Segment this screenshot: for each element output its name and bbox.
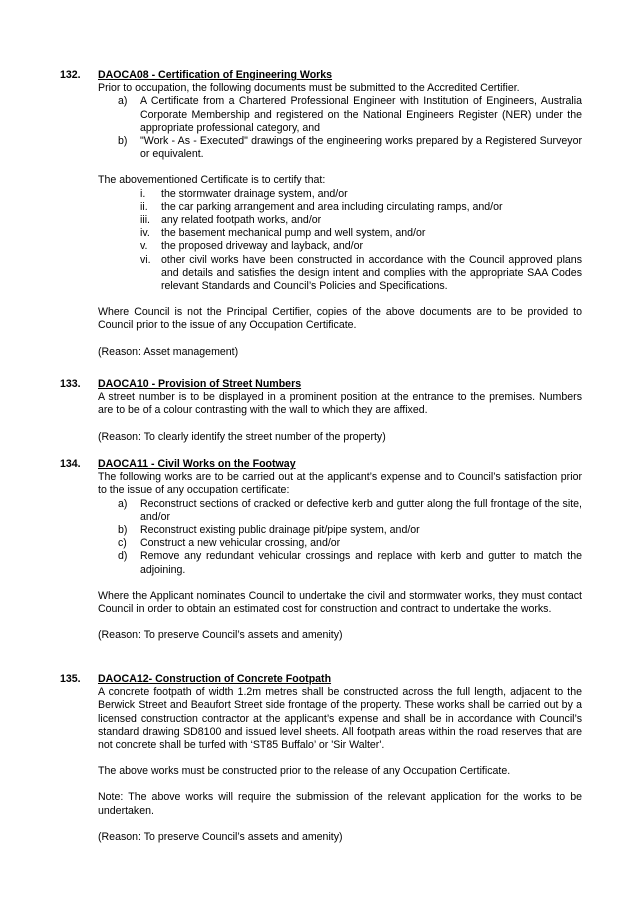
- list-item: d) Remove any redundant vehicular crossings and replace with kerb and gutter to match the adjoining.: [118, 550, 582, 576]
- condition-133: [60, 378, 582, 444]
- certify-intro: The abovementioned Certificate is to certify that:: [98, 174, 326, 187]
- list-item: iii. any related footpath works, and/or: [140, 214, 322, 227]
- condition-intro: Prior to occupation, the following documents must be submitted to the Accredited Certifier.: [98, 82, 520, 95]
- list-item: iv. the basement mechanical pump and well system, and/or: [140, 227, 426, 240]
- condition-title: DAOCA10 - Provision of Street Numbers: [98, 378, 302, 390]
- condition-note: Where the Applicant nominates Council to undertake the civil and stormwater works, they must contact Council in order to obtain an estimated cost for construction and contract to undertake the works.: [98, 589, 582, 616]
- condition-132: [60, 69, 582, 359]
- condition-intro: A concrete footpath of width 1.2m metres shall be constructed across the full length, adjacent to the Berwick Street and Beaufort Street side frontage of the property. These works shall be carried out by a licensed construction contractor at the applicant’s expense and shall be in accordance with Council’s standard drawing SD8100 and issued level sheets. All footpath areas within the road reserves that are not concrete shall be turfed with ‘ST85 Buffalo’ or 'Sir Walter'.: [98, 686, 582, 752]
- condition-135: [60, 673, 582, 844]
- condition-note-2: Note: The above works will require the submission of the relevant application for the works to be undertaken.: [98, 791, 582, 817]
- list-item: b) "Work - As - Executed" drawings of the engineering works prepared by a Registered Surveyor or equivalent.: [118, 135, 582, 161]
- list-item: ii. the car parking arrangement and area including circulating ramps, and/or: [140, 200, 503, 213]
- condition-note: The above works must be constructed prior to the release of any Occupation Certificate.: [98, 765, 511, 778]
- condition-134: [60, 458, 582, 642]
- condition-number: 135.: [60, 673, 81, 685]
- condition-title: DAOCA08 - Certification of Engineering Works: [98, 69, 333, 81]
- condition-number: 133.: [60, 378, 81, 390]
- condition-intro: The following works are to be carried out at the applicant’s expense and to Council’s satisfaction prior to the issue of any occupation certificate:: [98, 471, 582, 497]
- condition-reason: (Reason: To preserve Council’s assets and amenity): [98, 629, 343, 642]
- condition-number: 132.: [60, 69, 81, 81]
- list-item: c) Construct a new vehicular crossing, and/or: [118, 537, 341, 550]
- condition-intro: A street number is to be displayed in a prominent position at the entrance to the premises. Numbers are to be of a colour contrasting with the wall to which they are affixed.: [98, 391, 582, 417]
- list-item: b) Reconstruct existing public drainage pit/pipe system, and/or: [118, 524, 420, 537]
- condition-reason: (Reason: To clearly identify the street number of the property): [98, 430, 386, 443]
- list-item: v. the proposed driveway and layback, and/or: [140, 240, 363, 253]
- list-item: a) A Certificate from a Chartered Professional Engineer with Institution of Engineers, Australia Corporate Membership and registered on the National Engineers Register (NER) under the appropriate professional category, and: [118, 95, 582, 134]
- condition-number: 134.: [60, 458, 81, 470]
- list-item: vi. other civil works have been constructed in accordance with the Council approved plans and details and satisfies the design intent and complies with the appropriate SAA Codes relevant Standards and Council’s Policies and Specifications.: [140, 253, 582, 293]
- condition-reason: (Reason: To preserve Council’s assets and amenity): [98, 830, 343, 843]
- condition-reason: (Reason: Asset management): [98, 345, 239, 358]
- list-item: i. the stormwater drainage system, and/or: [140, 187, 348, 200]
- condition-note: Where Council is not the Principal Certifier, copies of the above documents are to be provided to Council prior to the issue of any Occupation Certificate.: [98, 306, 582, 332]
- condition-title: DAOCA12- Construction of Concrete Footpath: [98, 673, 332, 685]
- condition-title: DAOCA11 - Civil Works on the Footway: [98, 458, 296, 470]
- list-item: a) Reconstruct sections of cracked or defective kerb and gutter along the full frontage of the site, and/or: [118, 497, 582, 523]
